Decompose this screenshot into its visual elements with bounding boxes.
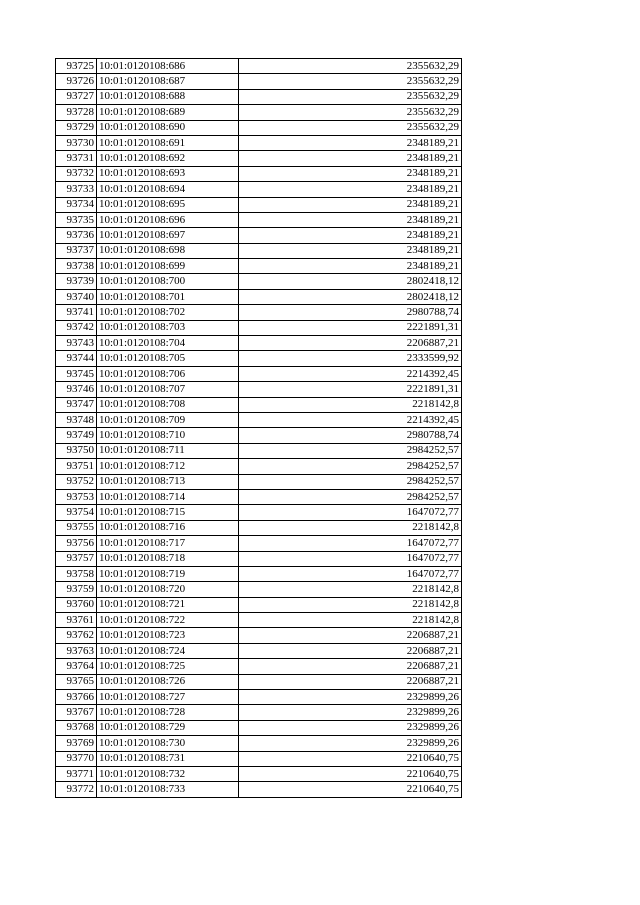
row-number-cell: 93733 [56, 182, 97, 197]
row-number-cell: 93771 [56, 766, 97, 781]
cadastral-number-cell: 10:01:0120108:719 [97, 566, 239, 581]
cadastral-value-cell: 2348189,21 [239, 243, 462, 258]
table-row [56, 536, 462, 551]
table-row [56, 105, 462, 120]
cadastral-number-cell: 10:01:0120108:703 [97, 320, 239, 335]
cadastral-number-cell: 10:01:0120108:723 [97, 628, 239, 643]
cadastral-number-cell: 10:01:0120108:690 [97, 120, 239, 135]
table-row [56, 382, 462, 397]
row-number-cell: 93756 [56, 536, 97, 551]
cadastral-number-cell: 10:01:0120108:698 [97, 243, 239, 258]
cadastral-number-cell: 10:01:0120108:688 [97, 89, 239, 104]
cadastral-value-cell: 2355632,29 [239, 59, 462, 74]
cadastral-number-cell: 10:01:0120108:704 [97, 336, 239, 351]
row-number-cell: 93760 [56, 597, 97, 612]
cadastral-value-cell: 2348189,21 [239, 135, 462, 150]
cadastral-number-cell: 10:01:0120108:693 [97, 166, 239, 181]
row-number-cell: 93761 [56, 613, 97, 628]
row-number-cell: 93734 [56, 197, 97, 212]
cadastral-value-cell: 1647072,77 [239, 551, 462, 566]
row-number-cell: 93752 [56, 474, 97, 489]
table-row [56, 289, 462, 304]
cadastral-number-cell: 10:01:0120108:725 [97, 659, 239, 674]
row-number-cell: 93750 [56, 443, 97, 458]
cadastral-value-cell: 2980788,74 [239, 305, 462, 320]
table-row [56, 259, 462, 274]
row-number-cell: 93749 [56, 428, 97, 443]
table-row [56, 720, 462, 735]
table-row [56, 766, 462, 781]
cadastral-number-cell: 10:01:0120108:706 [97, 366, 239, 381]
row-number-cell: 93767 [56, 705, 97, 720]
row-number-cell: 93743 [56, 336, 97, 351]
cadastral-value-cell: 2333599,92 [239, 351, 462, 366]
table-row [56, 120, 462, 135]
row-number-cell: 93742 [56, 320, 97, 335]
table-row [56, 582, 462, 597]
cadastral-value-cell: 2329899,26 [239, 705, 462, 720]
table-row [56, 628, 462, 643]
table-row [56, 274, 462, 289]
cadastral-number-cell: 10:01:0120108:697 [97, 228, 239, 243]
cadastral-number-cell: 10:01:0120108:731 [97, 751, 239, 766]
cadastral-number-cell: 10:01:0120108:726 [97, 674, 239, 689]
row-number-cell: 93759 [56, 582, 97, 597]
row-number-cell: 93737 [56, 243, 97, 258]
table-row [56, 166, 462, 181]
cadastral-value-cell: 2348189,21 [239, 197, 462, 212]
row-number-cell: 93731 [56, 151, 97, 166]
cadastral-value-cell: 2355632,29 [239, 89, 462, 104]
table-row [56, 597, 462, 612]
cadastral-number-cell: 10:01:0120108:694 [97, 182, 239, 197]
row-number-cell: 93772 [56, 782, 97, 797]
row-number-cell: 93751 [56, 459, 97, 474]
row-number-cell: 93728 [56, 105, 97, 120]
cadastral-value-cell: 2206887,21 [239, 659, 462, 674]
cadastral-number-cell: 10:01:0120108:720 [97, 582, 239, 597]
table-row [56, 397, 462, 412]
cadastral-number-cell: 10:01:0120108:728 [97, 705, 239, 720]
table-row [56, 551, 462, 566]
table-row [56, 489, 462, 504]
cadastral-number-cell: 10:01:0120108:702 [97, 305, 239, 320]
row-number-cell: 93757 [56, 551, 97, 566]
cadastral-value-cell: 2221891,31 [239, 382, 462, 397]
table-row [56, 705, 462, 720]
table-row [56, 305, 462, 320]
cadastral-number-cell: 10:01:0120108:729 [97, 720, 239, 735]
cadastral-value-cell: 2984252,57 [239, 489, 462, 504]
cadastral-number-cell: 10:01:0120108:716 [97, 520, 239, 535]
row-number-cell: 93736 [56, 228, 97, 243]
table-row [56, 659, 462, 674]
table-row [56, 243, 462, 258]
cadastral-number-cell: 10:01:0120108:717 [97, 536, 239, 551]
row-number-cell: 93741 [56, 305, 97, 320]
cadastral-value-cell: 2329899,26 [239, 690, 462, 705]
table-row [56, 320, 462, 335]
cadastral-value-cell: 2984252,57 [239, 474, 462, 489]
row-number-cell: 93769 [56, 736, 97, 751]
cadastral-value-cell: 2206887,21 [239, 336, 462, 351]
row-number-cell: 93770 [56, 751, 97, 766]
cadastral-value-cell: 1647072,77 [239, 536, 462, 551]
cadastral-number-cell: 10:01:0120108:696 [97, 212, 239, 227]
cadastral-value-cell: 2214392,45 [239, 366, 462, 381]
table-row [56, 197, 462, 212]
cadastral-number-cell: 10:01:0120108:713 [97, 474, 239, 489]
cadastral-value-cell: 2218142,8 [239, 520, 462, 535]
cadastral-number-cell: 10:01:0120108:732 [97, 766, 239, 781]
row-number-cell: 93729 [56, 120, 97, 135]
table-row [56, 135, 462, 150]
table-row [56, 228, 462, 243]
table-row [56, 643, 462, 658]
cadastral-number-cell: 10:01:0120108:715 [97, 505, 239, 520]
row-number-cell: 93748 [56, 412, 97, 427]
cadastral-number-cell: 10:01:0120108:705 [97, 351, 239, 366]
row-number-cell: 93726 [56, 74, 97, 89]
table-row [56, 520, 462, 535]
table-row [56, 443, 462, 458]
cadastral-value-cell: 2355632,29 [239, 105, 462, 120]
cadastral-value-cell: 2348189,21 [239, 166, 462, 181]
row-number-cell: 93755 [56, 520, 97, 535]
cadastral-value-cell: 2984252,57 [239, 459, 462, 474]
cadastral-value-table [55, 58, 462, 798]
row-number-cell: 93732 [56, 166, 97, 181]
table-row [56, 505, 462, 520]
table-row [56, 366, 462, 381]
table-row [56, 459, 462, 474]
row-number-cell: 93764 [56, 659, 97, 674]
cadastral-value-cell: 2218142,8 [239, 597, 462, 612]
table-row [56, 428, 462, 443]
table-row [56, 182, 462, 197]
table-row [56, 59, 462, 74]
row-number-cell: 93739 [56, 274, 97, 289]
cadastral-value-cell: 2802418,12 [239, 274, 462, 289]
cadastral-number-cell: 10:01:0120108:707 [97, 382, 239, 397]
cadastral-number-cell: 10:01:0120108:710 [97, 428, 239, 443]
row-number-cell: 93744 [56, 351, 97, 366]
table-row [56, 690, 462, 705]
cadastral-value-cell: 2348189,21 [239, 228, 462, 243]
row-number-cell: 93730 [56, 135, 97, 150]
table-row [56, 151, 462, 166]
cadastral-number-cell: 10:01:0120108:695 [97, 197, 239, 212]
cadastral-number-cell: 10:01:0120108:730 [97, 736, 239, 751]
cadastral-value-cell: 2221891,31 [239, 320, 462, 335]
cadastral-value-cell: 2329899,26 [239, 736, 462, 751]
cadastral-value-cell: 2348189,21 [239, 212, 462, 227]
table-row [56, 412, 462, 427]
table-row [56, 736, 462, 751]
cadastral-value-cell: 2218142,8 [239, 613, 462, 628]
table-row [56, 566, 462, 581]
cadastral-number-cell: 10:01:0120108:722 [97, 613, 239, 628]
table-row [56, 336, 462, 351]
row-number-cell: 93762 [56, 628, 97, 643]
cadastral-value-cell: 2802418,12 [239, 289, 462, 304]
cadastral-number-cell: 10:01:0120108:686 [97, 59, 239, 74]
cadastral-number-cell: 10:01:0120108:691 [97, 135, 239, 150]
cadastral-value-cell: 2210640,75 [239, 751, 462, 766]
cadastral-number-cell: 10:01:0120108:718 [97, 551, 239, 566]
cadastral-number-cell: 10:01:0120108:711 [97, 443, 239, 458]
table-row [56, 212, 462, 227]
row-number-cell: 93735 [56, 212, 97, 227]
cadastral-value-cell: 2984252,57 [239, 443, 462, 458]
table-row [56, 782, 462, 797]
table-row [56, 751, 462, 766]
row-number-cell: 93725 [56, 59, 97, 74]
cadastral-number-cell: 10:01:0120108:701 [97, 289, 239, 304]
table-row [56, 674, 462, 689]
cadastral-value-cell: 2210640,75 [239, 766, 462, 781]
table-row [56, 613, 462, 628]
cadastral-number-cell: 10:01:0120108:727 [97, 690, 239, 705]
cadastral-number-cell: 10:01:0120108:708 [97, 397, 239, 412]
cadastral-value-cell: 2218142,8 [239, 582, 462, 597]
cadastral-value-cell: 2329899,26 [239, 720, 462, 735]
cadastral-number-cell: 10:01:0120108:733 [97, 782, 239, 797]
row-number-cell: 93747 [56, 397, 97, 412]
cadastral-value-cell: 2206887,21 [239, 628, 462, 643]
cadastral-number-cell: 10:01:0120108:699 [97, 259, 239, 274]
cadastral-value-cell: 2348189,21 [239, 259, 462, 274]
row-number-cell: 93745 [56, 366, 97, 381]
cadastral-value-cell: 2355632,29 [239, 120, 462, 135]
cadastral-number-cell: 10:01:0120108:709 [97, 412, 239, 427]
cadastral-number-cell: 10:01:0120108:714 [97, 489, 239, 504]
cadastral-number-cell: 10:01:0120108:721 [97, 597, 239, 612]
row-number-cell: 93746 [56, 382, 97, 397]
row-number-cell: 93758 [56, 566, 97, 581]
cadastral-value-cell: 2980788,74 [239, 428, 462, 443]
table-row [56, 474, 462, 489]
cadastral-value-cell: 2206887,21 [239, 674, 462, 689]
cadastral-number-cell: 10:01:0120108:689 [97, 105, 239, 120]
row-number-cell: 93738 [56, 259, 97, 274]
cadastral-number-cell: 10:01:0120108:712 [97, 459, 239, 474]
cadastral-number-cell: 10:01:0120108:687 [97, 74, 239, 89]
cadastral-value-cell: 2214392,45 [239, 412, 462, 427]
table-body [56, 59, 462, 798]
row-number-cell: 93763 [56, 643, 97, 658]
row-number-cell: 93768 [56, 720, 97, 735]
cadastral-number-cell: 10:01:0120108:692 [97, 151, 239, 166]
cadastral-number-cell: 10:01:0120108:700 [97, 274, 239, 289]
cadastral-value-cell: 2218142,8 [239, 397, 462, 412]
cadastral-value-cell: 2210640,75 [239, 782, 462, 797]
row-number-cell: 93727 [56, 89, 97, 104]
table-row [56, 74, 462, 89]
cadastral-number-cell: 10:01:0120108:724 [97, 643, 239, 658]
cadastral-value-cell: 2348189,21 [239, 182, 462, 197]
row-number-cell: 93740 [56, 289, 97, 304]
table-row [56, 89, 462, 104]
cadastral-value-cell: 1647072,77 [239, 566, 462, 581]
row-number-cell: 93765 [56, 674, 97, 689]
cadastral-value-cell: 2355632,29 [239, 74, 462, 89]
cadastral-value-cell: 2206887,21 [239, 643, 462, 658]
table-row [56, 351, 462, 366]
cadastral-value-cell: 2348189,21 [239, 151, 462, 166]
row-number-cell: 93753 [56, 489, 97, 504]
cadastral-value-cell: 1647072,77 [239, 505, 462, 520]
row-number-cell: 93754 [56, 505, 97, 520]
row-number-cell: 93766 [56, 690, 97, 705]
